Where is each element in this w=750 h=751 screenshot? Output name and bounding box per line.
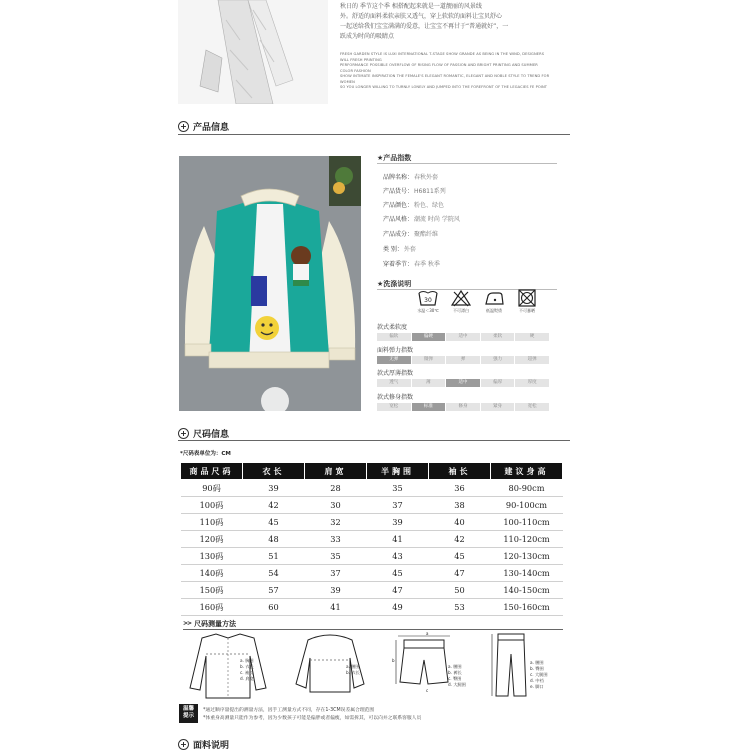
- intro-english-line: PERFORMANCE POSSIBLE OVERFLOW OF RISING FLOW OF PASSION AND BRIGHT PRINTING AND SUMMER COLOR FASHION: [340, 63, 538, 73]
- table-cell: 110码: [181, 514, 243, 531]
- spec-key: 类 别：: [383, 246, 403, 253]
- wash-item: [412, 289, 444, 314]
- legend-item: c. 大腿围: [530, 672, 548, 677]
- wash-label: 不可漂白: [453, 308, 469, 313]
- table-cell: 35: [367, 480, 429, 497]
- spec-key: 品牌名称：: [383, 174, 414, 181]
- table-row: [181, 599, 563, 616]
- scale-option: 薄: [412, 379, 446, 387]
- scale-option: 偏厚: [481, 379, 515, 387]
- table-cell: 140码: [181, 565, 243, 582]
- header-cell: 商品尺码: [181, 463, 243, 480]
- wash-heading: ★洗涤说明: [377, 280, 412, 288]
- legend-item: d. 大腿围: [448, 682, 466, 687]
- no-tumble-dry-icon: [517, 289, 537, 307]
- tips-badge: [179, 704, 198, 723]
- wash-item: [478, 289, 510, 314]
- shirt-outline-icon: [180, 630, 276, 700]
- scale-option: 超弹: [515, 356, 549, 364]
- table-row: [181, 548, 563, 565]
- table-cell: 57: [243, 582, 305, 599]
- header-cell: 袖长: [429, 463, 491, 480]
- table-cell: 49: [367, 599, 429, 616]
- legend-item: d. 中裆: [530, 678, 544, 683]
- spec-value: 春秋外套: [414, 174, 439, 181]
- tip-line: *通过顺序量提出的测量方法，因手工测量方式不同，存在1-3CM误差属合理范围: [203, 708, 375, 713]
- legend-item: e. 脚口: [530, 684, 544, 689]
- double-arrow-icon: >>: [183, 620, 192, 627]
- spec-value: 潮流 时尚 学院风: [414, 216, 460, 223]
- spec-heading: ★产品指数: [377, 154, 412, 162]
- spec-row-sku: [383, 186, 446, 195]
- table-cell: 41: [367, 531, 429, 548]
- plus-circle-icon: +: [178, 428, 189, 439]
- measure-title-text: 尺码测量方法: [194, 619, 237, 628]
- measure-title: [183, 618, 236, 629]
- table-row: [181, 514, 563, 531]
- no-bleach-icon: [451, 289, 471, 307]
- scale-option: 标准: [412, 403, 446, 411]
- table-cell: 45: [367, 565, 429, 582]
- spec-row-brand: [383, 172, 438, 181]
- plus-circle-icon: +: [178, 121, 189, 132]
- scale-option: 修身: [446, 403, 480, 411]
- fit-scale: [377, 403, 549, 411]
- scale-option: 强力: [481, 356, 515, 364]
- wash-temp-number: 30: [424, 297, 432, 304]
- plus-circle-icon: +: [178, 739, 189, 750]
- table-cell: 32: [305, 514, 367, 531]
- scale-option: 厚度: [515, 379, 549, 387]
- wash-label: 低温熨烫: [486, 308, 502, 313]
- intro-english-line: FRESH GARDEN STYLE IS LUXI INTERNATIONAL T-STAGE SHOW GRANDE AS BEING IN THE WIND, DESIGNERS WILL FRESH PRINTING: [340, 52, 545, 62]
- spec-value: 外套: [403, 246, 416, 253]
- scale-option: 适中: [446, 333, 480, 341]
- scale-option: 柔软: [481, 333, 515, 341]
- thickness-scale: [377, 379, 549, 387]
- table-row: [181, 565, 563, 582]
- legend-item: b. 臀围: [530, 666, 544, 671]
- table-cell: 51: [243, 548, 305, 565]
- scale-title: 款式修身指数: [377, 394, 414, 401]
- low-iron-icon: [483, 289, 505, 307]
- table-cell: 39: [305, 582, 367, 599]
- table-cell: 28: [305, 480, 367, 497]
- table-cell: 39: [367, 514, 429, 531]
- spec-key: 产品风格：: [383, 216, 414, 223]
- spec-row-category: [383, 244, 416, 253]
- shorts-measure-diagram: [392, 630, 468, 700]
- scale-option: 无弹: [377, 356, 411, 364]
- intro-english-line: SO YOU LONGER WILLING TO TURNLY LONELY AND JUMPED INTO THE FOREFRONT OF THE LEGACIES FE POINT: [340, 85, 548, 89]
- wash-30-icon: [418, 289, 438, 307]
- shorts-letter: b: [392, 658, 395, 663]
- table-cell: 47: [429, 565, 491, 582]
- scale-option: 微弹: [412, 356, 446, 364]
- table-cell: 53: [429, 599, 491, 616]
- table-cell: 45: [243, 514, 305, 531]
- section-title-text: 尺码信息: [193, 429, 230, 440]
- table-cell: 40: [429, 514, 491, 531]
- scale-option: 硬: [515, 333, 549, 341]
- table-cell: 120码: [181, 531, 243, 548]
- size-table-header: [181, 463, 563, 480]
- spec-value: 聚酯纤维: [414, 231, 439, 238]
- spec-key: 产品成分：: [383, 231, 414, 238]
- jacket-legend: [346, 664, 360, 676]
- legend-item: a. 腰围: [530, 660, 544, 665]
- scale-option: 偏软: [377, 333, 411, 341]
- header-cell: 肩宽: [305, 463, 367, 480]
- scale-option: 紧身: [481, 403, 515, 411]
- intro-line: 一起送给我们宝宝满满的爱意，让宝宝不再甘于“普通就好”，一: [340, 23, 509, 30]
- table-row: [181, 480, 563, 497]
- spec-row-material: [383, 229, 438, 238]
- legend-item: a. 腰围: [448, 664, 462, 669]
- scale-option: 偏硬: [412, 333, 446, 341]
- table-row: [181, 497, 563, 514]
- legend-item: b. 衣长: [346, 670, 360, 675]
- spec-key: 产品货号：: [383, 188, 414, 195]
- table-cell: 35: [305, 548, 367, 565]
- spec-row-season: [383, 259, 440, 268]
- shirt-measure-diagram: [180, 630, 276, 700]
- section-size-info: [178, 426, 229, 440]
- scale-title: 款式厚薄指数: [377, 370, 414, 377]
- table-cell: 42: [243, 497, 305, 514]
- top-product-photo: [178, 0, 328, 104]
- legend-item: c. 袖长: [240, 670, 254, 675]
- wash-item: [511, 289, 543, 314]
- shorts-letter: a: [426, 631, 429, 636]
- badge-line: 提示: [182, 713, 194, 719]
- scale-option: 透气: [377, 379, 411, 387]
- legend-item: b. 衣长: [240, 664, 254, 669]
- table-cell: 160码: [181, 599, 243, 616]
- spec-key: 产品颜色：: [383, 202, 414, 209]
- table-cell: 41: [305, 599, 367, 616]
- scale-title: 款式柔软度: [377, 324, 408, 331]
- spec-value: H6811系列: [414, 188, 446, 195]
- softness-scale: [377, 333, 549, 341]
- table-cell: 54: [243, 565, 305, 582]
- section-title-text: 面料说明: [193, 740, 230, 751]
- badge-line: 温馨: [182, 706, 194, 712]
- spec-row-style: [383, 214, 460, 223]
- table-cell: 45: [429, 548, 491, 565]
- legend-item: a. 胸围: [240, 658, 254, 663]
- table-cell: 130-140cm: [491, 565, 563, 582]
- intro-line: 秋日的 季节这个季 相搭配起来就是一道靓丽的风景线: [340, 3, 482, 10]
- table-cell: 140-150cm: [491, 582, 563, 599]
- table-cell: 150-160cm: [491, 599, 563, 616]
- section-divider: [178, 134, 570, 135]
- legend-item: a. 腰围: [346, 664, 360, 669]
- intro-line: 外。舒适的面料柔软亲肤又透气，穿上软软的面料让宝贝舒心: [340, 13, 503, 20]
- table-cell: 37: [367, 497, 429, 514]
- header-cell: 半胸围: [367, 463, 429, 480]
- spec-value: 粉色、绿色: [414, 202, 445, 209]
- pants-measure-diagram: [490, 630, 566, 700]
- legend-item: b. 裤长: [448, 670, 462, 675]
- table-cell: 37: [305, 565, 367, 582]
- shorts-legend: [448, 664, 466, 688]
- table-cell: 36: [429, 480, 491, 497]
- size-table: [180, 462, 563, 616]
- pants-legend: [530, 660, 548, 690]
- table-row: [181, 531, 563, 548]
- spec-row-color: [383, 200, 444, 209]
- table-cell: 110-120cm: [491, 531, 563, 548]
- tip-line: *体重身高测量只能作为参考，因为少数孩子可能是偏胖或者偏瘦，如需拆其，可以向并之联系客服人员: [203, 716, 422, 721]
- table-cell: 130码: [181, 548, 243, 565]
- wash-label: 不可暴晒: [519, 308, 535, 313]
- shirt-legend: [240, 658, 254, 682]
- jacket-measure-diagram: [290, 630, 370, 700]
- scale-option: 弹: [446, 356, 480, 364]
- table-cell: 42: [429, 531, 491, 548]
- table-cell: 120-130cm: [491, 548, 563, 565]
- table-cell: 80-90cm: [491, 480, 563, 497]
- scale-title: 面料弹力指数: [377, 347, 414, 354]
- table-cell: 90-100cm: [491, 497, 563, 514]
- header-cell: 建议身高: [491, 463, 563, 480]
- table-cell: 47: [367, 582, 429, 599]
- elasticity-scale: [377, 356, 549, 364]
- spec-divider: [377, 163, 557, 164]
- tips-text: [203, 707, 421, 723]
- header-cell: 衣长: [243, 463, 305, 480]
- table-cell: 33: [305, 531, 367, 548]
- section-product-info: [178, 119, 229, 133]
- table-cell: 38: [429, 497, 491, 514]
- wash-icons: [412, 289, 547, 325]
- legend-item: c. 臀围: [448, 676, 462, 681]
- intro-line: 跃成为时尚的吸睛点: [340, 33, 395, 40]
- table-row: [181, 582, 563, 599]
- intro-english: [340, 52, 552, 91]
- scale-option: 宽松: [515, 403, 549, 411]
- unit-note: *尺码表单位为：CM: [180, 451, 231, 457]
- section-divider: [178, 440, 570, 441]
- table-cell: 39: [243, 480, 305, 497]
- table-cell: 100码: [181, 497, 243, 514]
- legend-item: d. 肩宽: [240, 676, 254, 681]
- table-cell: 43: [367, 548, 429, 565]
- shorts-letter: c: [426, 688, 429, 693]
- spec-value: 春季 秋季: [414, 261, 440, 268]
- spec-key: 穿着季节：: [383, 261, 414, 268]
- table-cell: 48: [243, 531, 305, 548]
- section-title-text: 产品信息: [193, 122, 230, 133]
- table-cell: 150码: [181, 582, 243, 599]
- table-cell: 100-110cm: [491, 514, 563, 531]
- table-cell: 60: [243, 599, 305, 616]
- table-cell: 30: [305, 497, 367, 514]
- wash-item: [445, 289, 477, 314]
- table-cell: 90码: [181, 480, 243, 497]
- scale-option: 适中: [446, 379, 480, 387]
- table-cell: 50: [429, 582, 491, 599]
- intro-text: [340, 2, 550, 42]
- product-photo: [179, 156, 361, 411]
- wash-label: 水温＜30℃: [417, 308, 439, 313]
- scale-option: 宽松: [377, 403, 411, 411]
- section-fabric-info: [178, 737, 229, 751]
- intro-english-line: SHOW INTIMATE INSPIRATION THE FEMALE'S ELEGANT ROMANTIC, ELEGANT AND NOBLE STYLE TO TREND FOR WOMEN: [340, 74, 550, 84]
- pants-outline-icon: [490, 630, 534, 700]
